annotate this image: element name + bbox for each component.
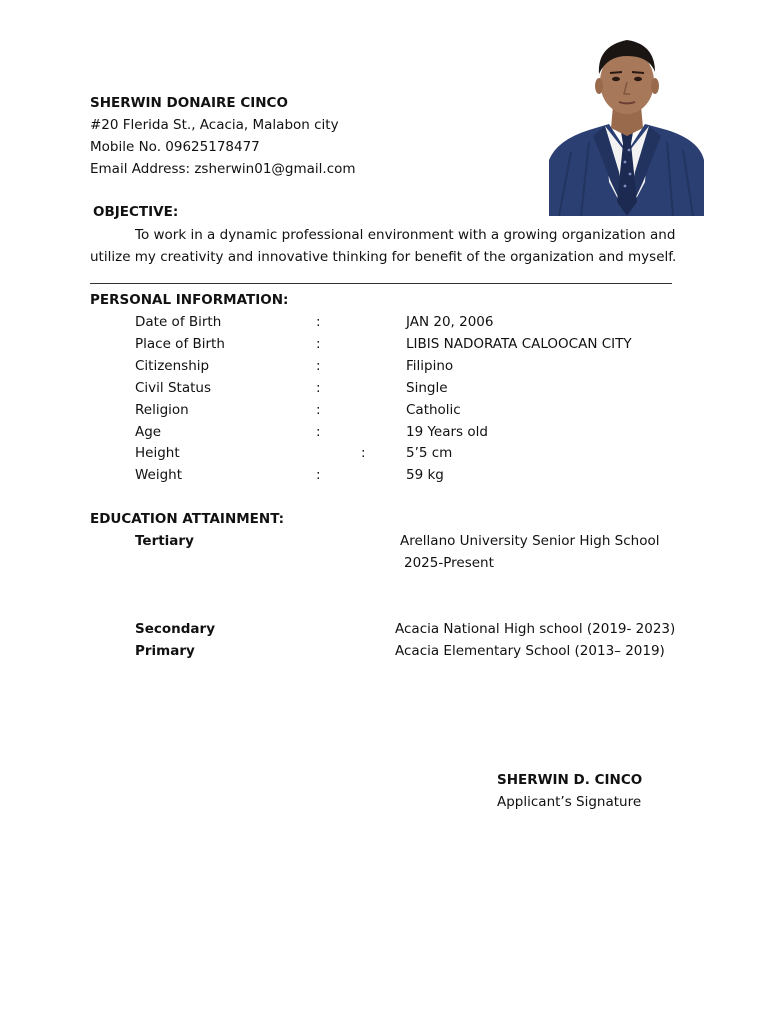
pi-label-civil-status: Civil Status bbox=[135, 380, 211, 396]
pi-value-place-of-birth: LIBIS NADORATA CALOOCAN CITY bbox=[406, 336, 632, 352]
pi-label-age: Age bbox=[135, 424, 162, 440]
contact-header bbox=[90, 92, 356, 180]
applicant-name: SHERWIN DONAIRE CINCO bbox=[90, 95, 288, 111]
objective-text: To work in a dynamic professional environment with a growing organization and utilize my creativity and innovative thinking for benefit of the organization and myself. bbox=[90, 227, 677, 265]
signature-caption: Applicant’s Signature bbox=[497, 794, 642, 810]
pi-label-place-of-birth: Place of Birth bbox=[135, 336, 225, 352]
pi-value-height: 5’5 cm bbox=[406, 445, 453, 461]
pi-separator: : bbox=[316, 424, 321, 440]
pi-value-religion: Catholic bbox=[406, 402, 461, 418]
edu-label-tertiary: Tertiary bbox=[135, 533, 194, 549]
pi-label-weight: Weight bbox=[135, 467, 183, 483]
pi-value-age: 19 Years old bbox=[406, 424, 488, 440]
pi-label-height: Height bbox=[135, 445, 180, 461]
pi-value-date-of-birth: JAN 20, 2006 bbox=[406, 314, 494, 330]
objective-paragraph bbox=[90, 224, 690, 268]
pi-value-civil-status: Single bbox=[406, 380, 448, 396]
edu-school-tertiary: Arellano University Senior High School bbox=[400, 533, 660, 549]
mobile-line: Mobile No. 09625178477 bbox=[90, 139, 260, 155]
pi-separator: : bbox=[316, 402, 321, 418]
edu-school-primary: Acacia Elementary School (2013– 2019) bbox=[395, 643, 665, 659]
pi-separator: : bbox=[361, 445, 366, 461]
pi-value-citizenship: Filipino bbox=[406, 358, 454, 374]
pi-label-citizenship: Citizenship bbox=[135, 358, 210, 374]
edu-school-secondary: Acacia National High school (2019- 2023) bbox=[395, 621, 676, 637]
applicant-photo bbox=[549, 32, 704, 216]
edu-label-primary: Primary bbox=[135, 643, 195, 659]
address-line: #20 Flerida St., Acacia, Malabon city bbox=[90, 117, 339, 133]
applicant-portrait-image bbox=[549, 32, 704, 216]
personal-info-heading: PERSONAL INFORMATION: bbox=[90, 292, 289, 308]
objective-heading: OBJECTIVE: bbox=[93, 204, 179, 220]
pi-separator: : bbox=[316, 380, 321, 396]
education-heading: EDUCATION ATTAINMENT: bbox=[90, 511, 285, 527]
pi-label-religion: Religion bbox=[135, 402, 189, 418]
pi-label-date-of-birth: Date of Birth bbox=[135, 314, 222, 330]
edu-years-tertiary: 2025-Present bbox=[404, 555, 494, 571]
section-divider bbox=[90, 283, 672, 284]
pi-value-weight: 59 kg bbox=[406, 467, 444, 483]
signature-name: SHERWIN D. CINCO bbox=[497, 772, 643, 788]
pi-separator: : bbox=[316, 314, 321, 330]
email-line: Email Address: zsherwin01@gmail.com bbox=[90, 161, 356, 177]
pi-separator: : bbox=[316, 467, 321, 483]
pi-separator: : bbox=[316, 358, 321, 374]
edu-label-secondary: Secondary bbox=[135, 621, 215, 637]
pi-separator: : bbox=[316, 336, 321, 352]
